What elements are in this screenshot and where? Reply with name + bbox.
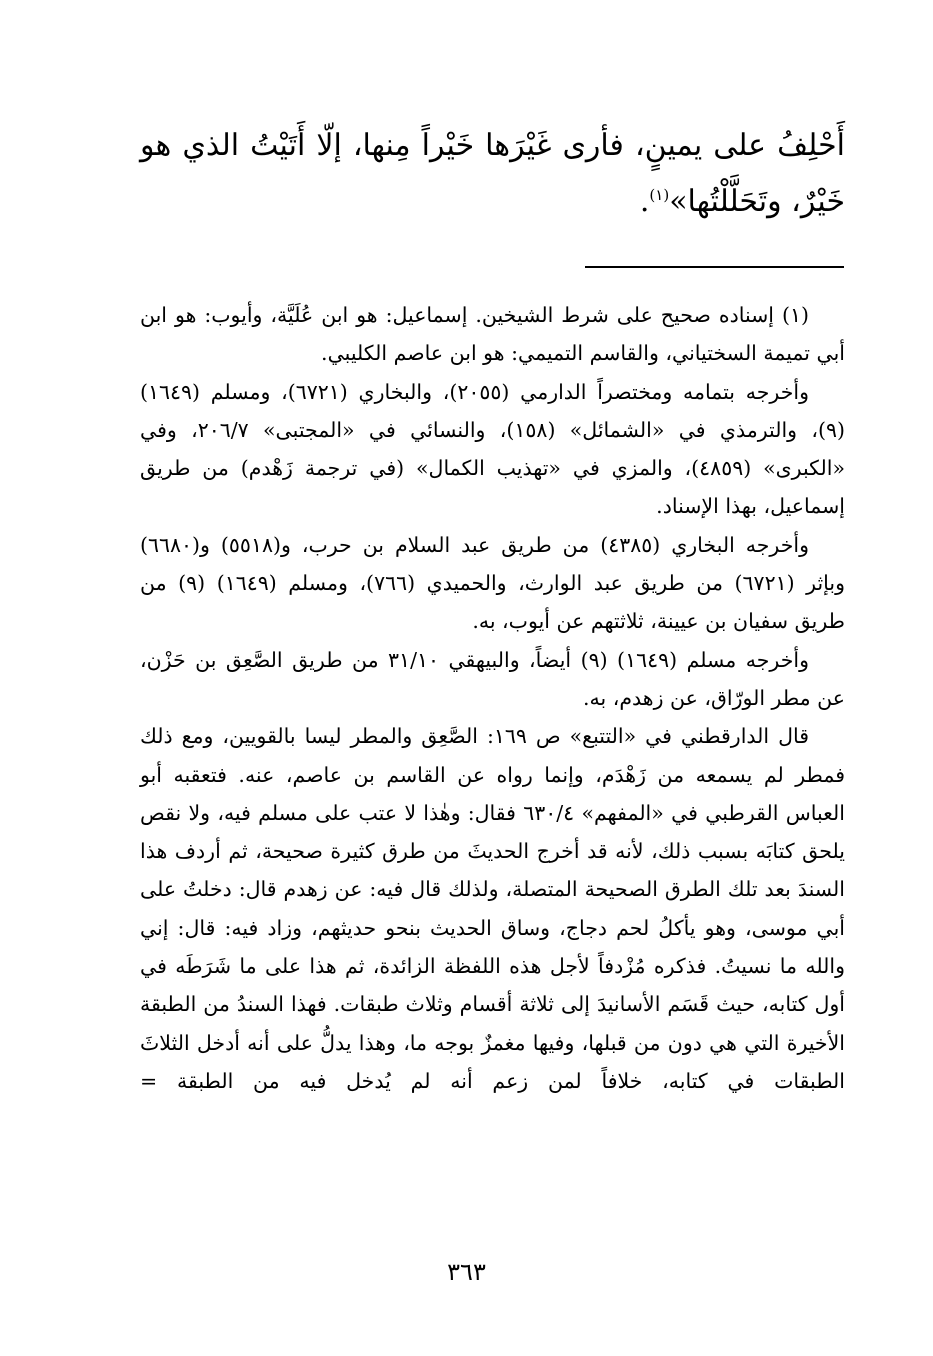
footnote-paragraph: وأخرجه مسلم (١٦٤٩) (٩) أيضاً، والبيهقي ٣١/١٠ من طريق الصَّعِق بن حَزْن، عن مطر الورّاق، عن زهدم، به. — [140, 647, 845, 710]
footnotes — [140, 296, 845, 1100]
footnote-paragraph: (١) إسناده صحيح على شرط الشيخين. إسماعيل: هو ابن عُلَيَّة، وأيوب: هو ابن أبي تميمة السختياني، والقاسم التميمي: هو ابن عاصم الكليبي. — [140, 303, 845, 366]
main-text-body: أَحْلِفُ على يمينٍ، فأرى غَيْرَها خَيْراً مِنها، إلّا أَتَيْتُ الذي هو خَيْرٌ، وتَحَلَّلْتُها» — [140, 128, 845, 219]
footnote-reference: (١) — [649, 186, 670, 204]
main-text — [140, 118, 845, 230]
footnote-paragraph: وأخرجه بتمامه ومختصراً الدارمي (٢٠٥٥)، والبخاري (٦٧٢١)، ومسلم (١٦٤٩) (٩)، والترمذي في «الشمائل» (١٥٨)، والنسائي في «المجتبى» ٢٠٦/٧، وفي «الكبرى» (٤٨٥٩)، والمزي في «تهذيب الكمال» (في ترجمة زَهْدم) من طريق إسماعيل، بهذا الإسناد. — [140, 379, 845, 519]
main-text-end: . — [639, 184, 650, 219]
page-number: ٣٦٣ — [447, 1258, 486, 1286]
footnote-paragraph: قال الدارقطني في «التتبع» ص ١٦٩: الصَّعِق والمطر ليسا بالقويين، ومع ذلك فمطر لم يسمعه من زَهْدَم، وإنما رواه عن القاسم بن عاصم، عنه. فتعقبه أبو العباس القرطبي في «المفهم» ٦٣٠/٤ فقال: وهٰذا لا عتب على مسلم فيه، ولا نقص يلحق كتابَه بسبب ذلك، لأنه قد أخرج الحديثَ من طرق كثيرة صحيحة، ثم أردف هذا السندَ بعد تلك الطرق الصحيحة المتصلة، ولذلك قال فيه: عن زهدم قال: دخلتُ على أبي موسى، وهو يأكلُ لحم دجاج، وساق الحديث بنحو حديثهم، وزاد فيه: قال: إني والله ما نسيتُ. فذكره مُزْدفاً لأجل هذه اللفظة الزائدة، ثم هذا على ما شَرَطَه في أول كتابه، حيث قَسَم الأسانيدَ إلى ثلاثة أقسام وثلاث طبقات. فهذا السندُ من الطبقة الأخيرة التي هي دون من قبلها، وفيها مغمزٌ بوجه ما، وهذا يدلُّ على أنه أدخل الثلاثَ الطبقات في كتابه، خلافاً لمن زعم أنه لم يُدخل فيه من الطبقة = — [140, 724, 845, 1093]
footnote-paragraph: وأخرجه البخاري (٤٣٨٥) من طريق عبد السلام بن حرب، و(٥٥١٨) و(٦٦٨٠) وبإثر (٦٧٢١) من طريق عبد الوارث، والحميدي (٧٦٦)، ومسلم (١٦٤٩) (٩) من طريق سفيان بن عيينة، ثلاثتهم عن أيوب، به. — [140, 532, 846, 634]
footnote-separator — [585, 266, 844, 268]
